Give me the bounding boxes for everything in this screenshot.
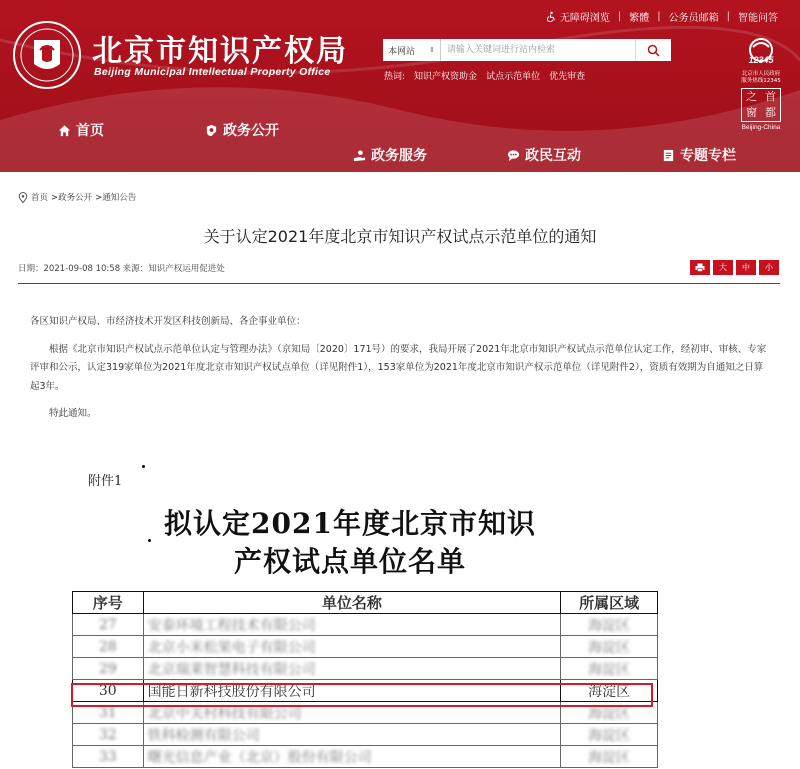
civil-servant-mail-link[interactable]: 公务员邮箱: [668, 13, 719, 24]
nav-special[interactable]: [662, 145, 736, 165]
scan-dot: [142, 465, 145, 468]
attachment-title-line1: 拟认定2021年度北京市知识: [164, 507, 536, 540]
hot-word-link[interactable]: 知识产权资助金: [414, 72, 478, 82]
document-list-icon: [662, 149, 675, 162]
row-number: 28: [73, 636, 144, 658]
row-number: 29: [73, 658, 144, 680]
font-medium-button[interactable]: 中: [736, 260, 756, 275]
header-number: 序号: [73, 592, 144, 614]
printer-icon: [695, 263, 705, 272]
row-district: 海淀区: [561, 680, 658, 702]
hot-words: [384, 69, 585, 82]
table-row: [73, 636, 658, 658]
hotline-12345-badge[interactable]: [737, 37, 785, 85]
row-number: 30: [73, 680, 144, 702]
accessibility-label: 无障碍浏览: [559, 13, 610, 24]
chat-bubble-icon: [507, 149, 520, 162]
search-scope-select[interactable]: [383, 39, 441, 61]
nav-home-label: 首页: [76, 123, 104, 139]
nav-gov-services-label: 政务服务: [371, 148, 427, 164]
search-icon: [647, 44, 660, 57]
hand-service-icon: [353, 149, 366, 162]
row-district: 海淀区: [561, 724, 658, 746]
font-small-button[interactable]: 小: [759, 260, 779, 275]
search-scope-value: 本网站: [388, 46, 416, 57]
article-tools: [690, 260, 779, 275]
row-number: 33: [73, 746, 144, 768]
location-pin-icon: [18, 192, 28, 203]
row-unit-name: 北京小米松果电子有限公司: [143, 636, 561, 658]
hotline-number: 12345: [748, 55, 774, 65]
beijing-china-caption: Beijing-China: [741, 124, 781, 131]
search-input[interactable]: [441, 39, 635, 61]
hot-words-label: 热词:: [384, 72, 406, 82]
table-row: [73, 702, 658, 724]
table-row: [73, 658, 658, 680]
capital-window-logo: [741, 88, 781, 122]
table-header-row: [73, 592, 658, 614]
site-title[interactable]: 北京市知识产权局: [92, 34, 348, 69]
wheelchair-icon: [546, 11, 557, 22]
row-unit-name: 北京中关村科技有限公司: [143, 702, 561, 724]
logo-char: 之: [746, 90, 757, 103]
row-unit-name: 安泰环境工程技术有限公司: [143, 614, 561, 636]
table-row: [73, 746, 658, 768]
breadcrumb-notices[interactable]: >通知公告: [95, 193, 137, 203]
main-paragraph: 根据《北京市知识产权试点示范单位认定与管理办法》（京知局〔2020〕171号）的要求，我局开展了2021年北京市知识产权试点示范单位认定工作，经初审、审核、专家评审和公示，认定319家单位为2021年度北京市知识产权试点单位（详见附件1），153家单位为2021年度北京市知识产权示范单位（详见附件2），资质有效期为自通知之日算起3年。: [30, 343, 767, 392]
header-district: 所属区域: [561, 592, 658, 614]
search-button[interactable]: [635, 39, 671, 61]
row-unit-name: 北京瑞莱智慧科技有限公司: [143, 658, 561, 680]
row-unit-name: 国能日新科技股份有限公司: [143, 680, 561, 702]
hotline-caption: 北京市人民政府: [741, 71, 781, 77]
nav-gov-affairs[interactable]: [205, 120, 279, 140]
header-unit-name: 单位名称: [143, 592, 561, 614]
traditional-chinese-link[interactable]: 繁體: [629, 13, 650, 24]
row-district: 海淀区: [561, 658, 658, 680]
nav-home[interactable]: [58, 120, 104, 140]
separator: |: [726, 11, 730, 22]
smart-qa-link[interactable]: 智能问答: [738, 13, 778, 24]
site-search: [383, 39, 671, 61]
attachment-title-line2: 产权试点单位名单: [233, 545, 466, 578]
row-number: 31: [73, 702, 144, 724]
hotline-logo-icon: [741, 37, 781, 67]
updown-arrow-icon: ⇕: [429, 46, 435, 54]
nav-special-label: 专题专栏: [680, 148, 736, 164]
article-title: 关于认定2021年度北京市知识产权试点示范单位的通知: [203, 227, 597, 246]
top-links: [546, 9, 778, 24]
breadcrumb-gov-affairs[interactable]: >政务公开: [51, 193, 93, 203]
nav-gov-affairs-label: 政务公开: [223, 123, 279, 139]
breadcrumb: [18, 191, 136, 203]
nav-interaction[interactable]: [507, 145, 581, 165]
table-row: [73, 614, 658, 636]
row-district: 海淀区: [561, 746, 658, 768]
salutation: 各区知识产权局、市经济技术开发区科技创新局、各企事业单位：: [30, 316, 306, 327]
table-row: [73, 724, 658, 746]
title-divider: [18, 283, 780, 284]
closing: 特此通知。: [49, 408, 97, 419]
main-nav: [0, 118, 800, 172]
nav-interaction-label: 政民互动: [525, 148, 581, 164]
separator: |: [657, 11, 661, 22]
row-number: 32: [73, 724, 144, 746]
hotline-caption: 服务热线12345: [741, 78, 781, 84]
separator: |: [617, 11, 622, 22]
badge-icon: [205, 124, 218, 137]
nav-gov-services[interactable]: [353, 145, 427, 165]
logo-char: 首: [765, 90, 776, 103]
hot-word-link[interactable]: 试点示范单位: [486, 72, 541, 82]
row-unit-name: 曙光信息产业（北京）股份有限公司: [143, 746, 561, 768]
logo-char: 都: [765, 106, 776, 119]
accessibility-link[interactable]: [546, 9, 610, 24]
row-district: 海淀区: [561, 702, 658, 724]
row-unit-name: 铁科检测有限公司: [143, 724, 561, 746]
row-number: 27: [73, 614, 144, 636]
row-district: 海淀区: [561, 636, 658, 658]
breadcrumb-home[interactable]: 首页: [31, 193, 49, 203]
attachment-label: 附件1: [88, 474, 123, 489]
site-header: [0, 0, 800, 172]
units-table: [72, 591, 658, 768]
article-meta: 日期：2021-09-08 10:58 来源：知识产权运用促进处: [18, 264, 225, 274]
site-title-english: Beijing Municipal Intellectual Property Office: [94, 66, 331, 78]
logo-char: 窗: [746, 106, 757, 119]
print-button[interactable]: [690, 260, 710, 275]
font-large-button[interactable]: 大: [713, 260, 733, 275]
row-district: 海淀区: [561, 614, 658, 636]
hot-word-link[interactable]: 优先审查: [549, 72, 586, 82]
bipo-logo-icon[interactable]: [12, 20, 82, 90]
home-icon: [58, 124, 71, 137]
table-row-highlighted: [73, 680, 658, 702]
article-body: [30, 313, 770, 433]
